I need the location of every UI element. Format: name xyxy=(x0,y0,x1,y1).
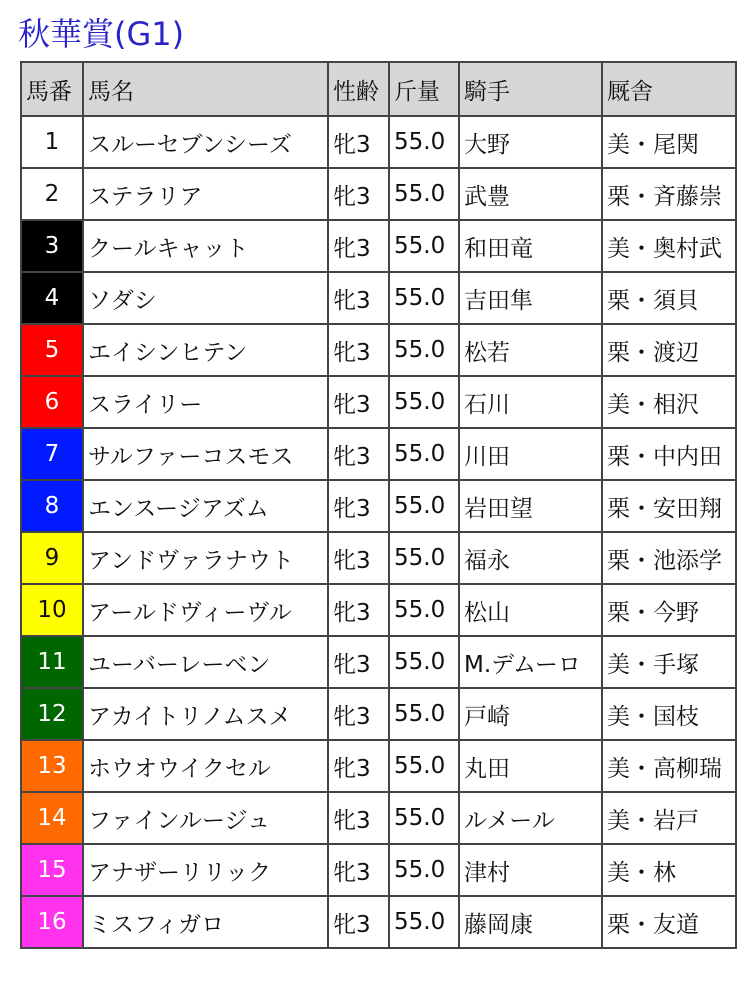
jockey-cell: 和田竜 xyxy=(459,220,602,272)
weight-cell: 55.0 xyxy=(389,688,459,740)
horse-number-cell: 3 xyxy=(21,220,83,272)
jockey-cell: 福永 xyxy=(459,532,602,584)
weight-cell: 55.0 xyxy=(389,480,459,532)
table-row xyxy=(21,428,736,480)
stable-cell: 美・相沢 xyxy=(602,376,736,428)
horse-name-cell: ソダシ xyxy=(83,272,328,324)
table-row xyxy=(21,532,736,584)
horse-name-cell: アナザーリリック xyxy=(83,844,328,896)
weight-cell: 55.0 xyxy=(389,272,459,324)
jockey-cell: 丸田 xyxy=(459,740,602,792)
table-row xyxy=(21,272,736,324)
stable-cell: 栗・安田翔 xyxy=(602,480,736,532)
horse-name-cell: ホウオウイクセル xyxy=(83,740,328,792)
horse-number-cell: 7 xyxy=(21,428,83,480)
weight-cell: 55.0 xyxy=(389,740,459,792)
sex-age-cell: 牝3 xyxy=(328,376,389,428)
horse-name-cell: ステラリア xyxy=(83,168,328,220)
horse-number-cell: 13 xyxy=(21,740,83,792)
jockey-cell: 津村 xyxy=(459,844,602,896)
weight-cell: 55.0 xyxy=(389,584,459,636)
horse-number-cell: 8 xyxy=(21,480,83,532)
sex-age-cell: 牝3 xyxy=(328,792,389,844)
horse-number-cell: 4 xyxy=(21,272,83,324)
horse-number-cell: 2 xyxy=(21,168,83,220)
sex-age-cell: 牝3 xyxy=(328,896,389,948)
horse-name-cell: エイシンヒテン xyxy=(83,324,328,376)
horse-number-cell: 6 xyxy=(21,376,83,428)
horse-number-cell: 12 xyxy=(21,688,83,740)
jockey-cell: 川田 xyxy=(459,428,602,480)
weight-cell: 55.0 xyxy=(389,428,459,480)
jockey-cell: 戸崎 xyxy=(459,688,602,740)
header-sex-age: 性齢 xyxy=(328,62,389,116)
header-stable: 厩舎 xyxy=(602,62,736,116)
stable-cell: 美・岩戸 xyxy=(602,792,736,844)
jockey-cell: 藤岡康 xyxy=(459,896,602,948)
sex-age-cell: 牝3 xyxy=(328,584,389,636)
stable-cell: 美・奥村武 xyxy=(602,220,736,272)
stable-cell: 栗・中内田 xyxy=(602,428,736,480)
weight-cell: 55.0 xyxy=(389,168,459,220)
weight-cell: 55.0 xyxy=(389,376,459,428)
weight-cell: 55.0 xyxy=(389,896,459,948)
entry-table xyxy=(20,61,737,949)
horse-name-cell: スルーセブンシーズ xyxy=(83,116,328,168)
horse-name-cell: アンドヴァラナウト xyxy=(83,532,328,584)
stable-cell: 栗・友道 xyxy=(602,896,736,948)
horse-number-cell: 16 xyxy=(21,896,83,948)
sex-age-cell: 牝3 xyxy=(328,168,389,220)
jockey-cell: 石川 xyxy=(459,376,602,428)
horse-name-cell: クールキャット xyxy=(83,220,328,272)
horse-name-cell: エンスージアズム xyxy=(83,480,328,532)
jockey-cell: ルメール xyxy=(459,792,602,844)
weight-cell: 55.0 xyxy=(389,844,459,896)
table-row xyxy=(21,740,736,792)
sex-age-cell: 牝3 xyxy=(328,740,389,792)
stable-cell: 栗・斉藤崇 xyxy=(602,168,736,220)
jockey-cell: 松山 xyxy=(459,584,602,636)
horse-number-cell: 10 xyxy=(21,584,83,636)
table-row xyxy=(21,376,736,428)
page-title: 秋華賞(G1) xyxy=(18,15,185,53)
sex-age-cell: 牝3 xyxy=(328,428,389,480)
sex-age-cell: 牝3 xyxy=(328,844,389,896)
header-row xyxy=(21,62,736,116)
table-row xyxy=(21,168,736,220)
stable-cell: 美・手塚 xyxy=(602,636,736,688)
header-jockey: 騎手 xyxy=(459,62,602,116)
stable-cell: 美・高柳瑞 xyxy=(602,740,736,792)
header-horse-name: 馬名 xyxy=(83,62,328,116)
header-weight: 斤量 xyxy=(389,62,459,116)
horse-name-cell: ファインルージュ xyxy=(83,792,328,844)
sex-age-cell: 牝3 xyxy=(328,480,389,532)
sex-age-cell: 牝3 xyxy=(328,116,389,168)
header-horse-number: 馬番 xyxy=(21,62,83,116)
jockey-cell: 大野 xyxy=(459,116,602,168)
stable-cell: 栗・渡辺 xyxy=(602,324,736,376)
table-row xyxy=(21,688,736,740)
table-row xyxy=(21,844,736,896)
stable-cell: 美・林 xyxy=(602,844,736,896)
horse-number-cell: 1 xyxy=(21,116,83,168)
horse-number-cell: 14 xyxy=(21,792,83,844)
weight-cell: 55.0 xyxy=(389,220,459,272)
horse-name-cell: ミスフィガロ xyxy=(83,896,328,948)
weight-cell: 55.0 xyxy=(389,532,459,584)
sex-age-cell: 牝3 xyxy=(328,636,389,688)
table-row xyxy=(21,584,736,636)
stable-cell: 美・尾関 xyxy=(602,116,736,168)
horse-number-cell: 5 xyxy=(21,324,83,376)
sex-age-cell: 牝3 xyxy=(328,220,389,272)
jockey-cell: 武豊 xyxy=(459,168,602,220)
table-row xyxy=(21,116,736,168)
horse-number-cell: 15 xyxy=(21,844,83,896)
horse-name-cell: アールドヴィーヴル xyxy=(83,584,328,636)
table-row xyxy=(21,480,736,532)
sex-age-cell: 牝3 xyxy=(328,532,389,584)
stable-cell: 栗・須貝 xyxy=(602,272,736,324)
sex-age-cell: 牝3 xyxy=(328,272,389,324)
table-row xyxy=(21,896,736,948)
horse-number-cell: 11 xyxy=(21,636,83,688)
horse-name-cell: ユーバーレーベン xyxy=(83,636,328,688)
table-row xyxy=(21,220,736,272)
sex-age-cell: 牝3 xyxy=(328,324,389,376)
stable-cell: 美・国枝 xyxy=(602,688,736,740)
weight-cell: 55.0 xyxy=(389,792,459,844)
weight-cell: 55.0 xyxy=(389,324,459,376)
stable-cell: 栗・池添学 xyxy=(602,532,736,584)
jockey-cell: 吉田隼 xyxy=(459,272,602,324)
jockey-cell: 松若 xyxy=(459,324,602,376)
horse-name-cell: サルファーコスモス xyxy=(83,428,328,480)
weight-cell: 55.0 xyxy=(389,116,459,168)
stable-cell: 栗・今野 xyxy=(602,584,736,636)
horse-name-cell: スライリー xyxy=(83,376,328,428)
table-row xyxy=(21,324,736,376)
horse-name-cell: アカイトリノムスメ xyxy=(83,688,328,740)
jockey-cell: M.デムーロ xyxy=(459,636,602,688)
horse-number-cell: 9 xyxy=(21,532,83,584)
weight-cell: 55.0 xyxy=(389,636,459,688)
table-row xyxy=(21,636,736,688)
jockey-cell: 岩田望 xyxy=(459,480,602,532)
sex-age-cell: 牝3 xyxy=(328,688,389,740)
table-row xyxy=(21,792,736,844)
